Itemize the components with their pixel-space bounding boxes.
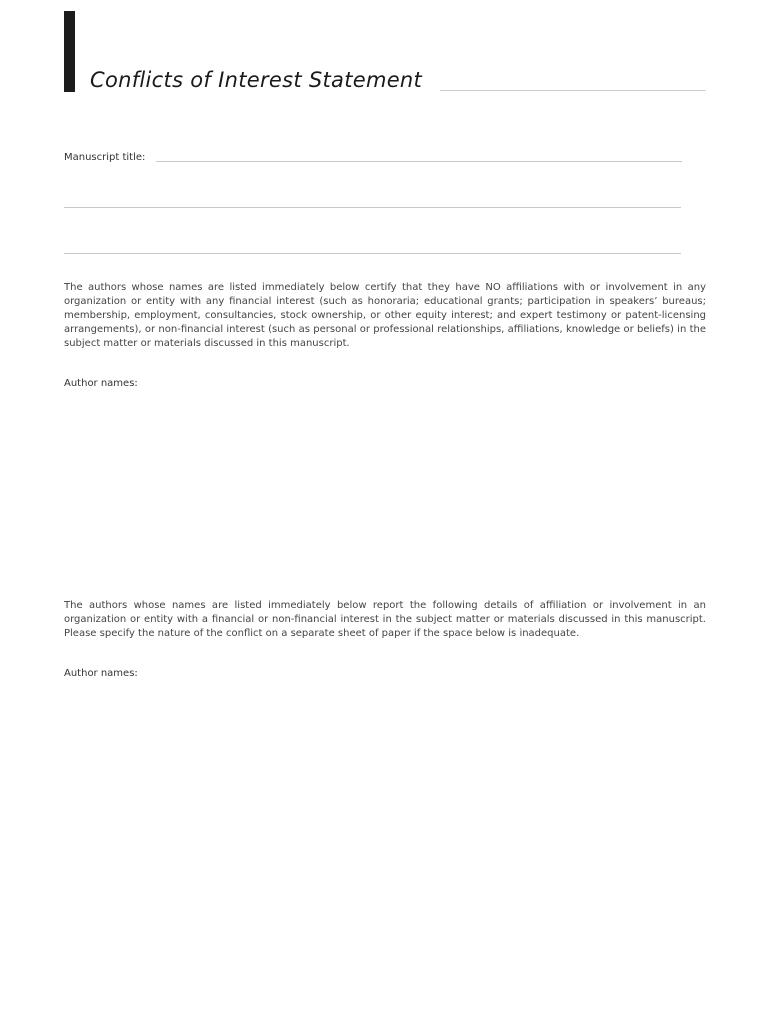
manuscript-title-line-3[interactable]	[64, 253, 681, 254]
title-divider	[440, 90, 706, 91]
no-conflict-statement: The authors whose names are listed immediately below certify that they have NO affiliations with or involvement in any organization or entity with any financial interest (such as honoraria; educational grants; participation in speakers’ bureaus; membership, employment, consultancies, stock ownership, or other equity interest; and expert testimony or patent-licensing arrangements), or non-financial interest (such as personal or professional relationships, affiliations, knowledge or beliefs) in the subject matter or materials discussed in this manuscript.	[64, 282, 706, 349]
conflict-author-names-label: Author names:	[64, 668, 138, 679]
no-conflict-author-names-label: Author names:	[64, 378, 138, 389]
manuscript-title-line-1[interactable]	[156, 161, 682, 162]
conflict-statement: The authors whose names are listed immediately below report the following details of affiliation or involvement in an organization or entity with a financial or non-financial interest in the subject matter or materials discussed in this manuscript. Please specify the nature of the conflict on a separate sheet of paper if the space below is inadequate.	[64, 600, 706, 639]
page-title: Conflicts of Interest Statement	[90, 68, 423, 92]
manuscript-title-label: Manuscript title:	[64, 152, 146, 163]
manuscript-title-line-2[interactable]	[64, 207, 681, 208]
title-accent-bar	[64, 11, 75, 92]
